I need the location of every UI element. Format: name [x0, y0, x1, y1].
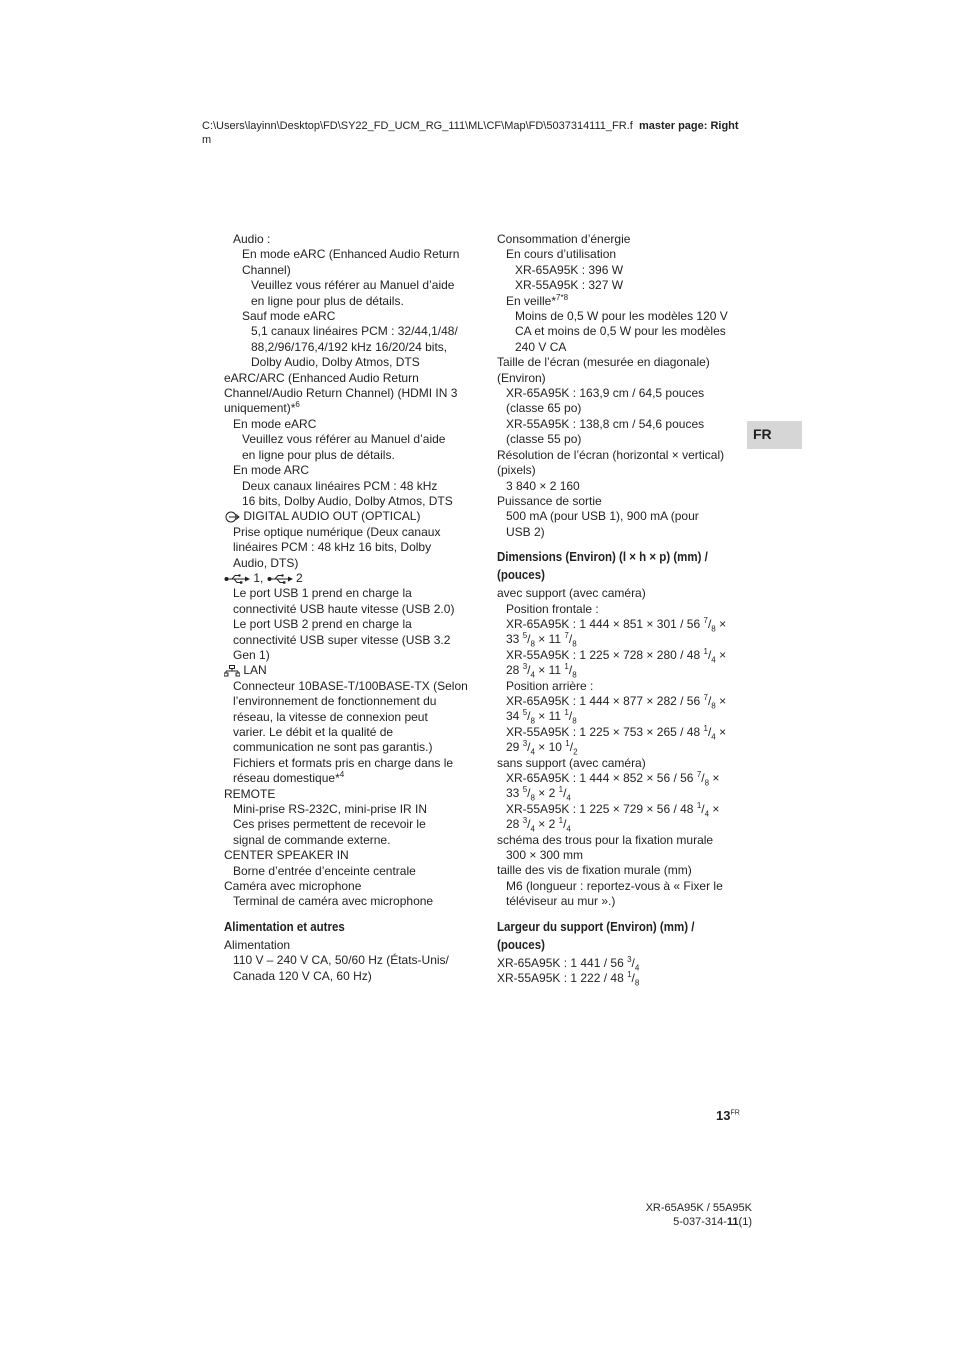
text-line: Résolution de l’écran (horizontal × vertical): [497, 447, 725, 462]
text-line: Taille de l’écran (mesurée en diagonale): [497, 355, 710, 370]
footnote-ref: *8: [560, 292, 569, 302]
text-line: Canada 120 V CA, 60 Hz): [233, 968, 372, 983]
text-line: 28 $^3/_4 \times 2$ $^1/_4$: [506, 816, 571, 834]
code-part: (1): [738, 1216, 752, 1228]
left-column: [224, 232, 474, 984]
text-line: connectivité USB super vitesse (USB 3.2: [233, 632, 451, 647]
text-line: Deux canaux linéaires PCM : 48 kHz: [242, 478, 438, 493]
text-line: communication ne sont pas garantis.): [233, 740, 433, 755]
text-line: Channel): [242, 262, 291, 277]
text-line: Borne d’entrée d’enceinte centrale: [233, 863, 416, 878]
text-line: XR-55A95K : 1 225 × 729 × 56 / 48 $^1/_4$ ×: [506, 800, 720, 819]
audio-label: Audio :: [233, 232, 271, 246]
footnote-ref: 7: [556, 292, 561, 302]
section-title-stand-width: [497, 918, 727, 954]
text-line: 88,2/96/176,4/192 kHz 16/20/24 bits,: [251, 339, 448, 354]
text-line: 5,1 canaux linéaires PCM : 32/44,1/48/: [251, 324, 458, 339]
text-line: Alimentation: [224, 937, 291, 952]
footnote-ref: 4: [339, 770, 345, 780]
text-line: 16 bits, Dolby Audio, Dolby Atmos, DTS: [242, 493, 453, 508]
optical-output-icon: [224, 511, 240, 523]
text-span: Largeur du support (Environ) (mm) /: [497, 919, 695, 934]
text-span: XR-55A95K : 1 225 × 728 × 280 / 48: [506, 647, 704, 662]
text-line: 3 840 × 2 160: [506, 478, 580, 493]
text-line: M6 (longueur : reportez-vous à « Fixer le: [506, 878, 723, 893]
text-line: Gen 1): [233, 647, 270, 662]
text-line: Mini-prise RS-232C, mini-prise IR IN: [233, 802, 428, 817]
text-line: XR-65A95K : 1 444 × 877 × 282 / 56 $^7/_8$ ×: [506, 692, 727, 711]
text-span: 34: [506, 709, 523, 724]
section-title-power: Alimentation et autres: [224, 919, 345, 934]
text-span: XR-55A95K : 1 225 × 729 × 56 / 48: [506, 801, 697, 816]
text-line: XR-55A95K : 138,8 cm / 54,6 pouces: [506, 416, 705, 431]
page-number-value: 13: [716, 1108, 731, 1123]
text-span: 29: [506, 740, 523, 755]
text-line: signal de commande externe.: [233, 832, 391, 847]
document-code: [646, 1215, 752, 1229]
text-line: Le port USB 1 prend en charge la: [233, 586, 412, 601]
text-line: [224, 771, 474, 786]
text-line: Channel/Audio Return Channel) (HDMI IN 3: [224, 386, 458, 401]
text-line: Moins de 0,5 W pour les modèles 120 V: [515, 309, 728, 324]
text-line: Position frontale :: [506, 601, 599, 616]
master-page-label: master page: Right: [638, 120, 739, 132]
text-line: CENTER SPEAKER IN: [224, 848, 349, 863]
footer: [646, 1201, 752, 1229]
text-line: 29 $^3/_4 \times 10$ $^1/_2$: [506, 739, 578, 757]
text-line: linéaires PCM : 48 kHz 16 bits, Dolby: [233, 540, 432, 555]
text-line: Veuillez vous référer au Manuel d’aide: [242, 432, 446, 447]
text-line: Ces prises permettent de recevoir le: [233, 817, 426, 832]
text-line: [224, 663, 474, 678]
text-span: LAN: [240, 663, 267, 678]
text-line: réseau, la vitesse de connexion peut: [233, 709, 428, 724]
text-line: XR-55A95K : 1 225 × 728 × 280 / 48 $^1/_4$ ×: [506, 646, 727, 665]
text-line: Connecteur 10BASE-T/100BASE-TX (Selon: [233, 678, 468, 693]
text-line: 33 $^5/_8 \times 11$ $^7/_8$: [506, 631, 577, 649]
text-span: 28: [506, 663, 523, 678]
text-line: 240 V CA: [515, 339, 567, 354]
text-line: l’environnement de fonctionnement du: [233, 694, 437, 709]
text-line: taille des vis de fixation murale (mm): [497, 863, 692, 878]
text-line: (Environ): [497, 370, 546, 385]
text-span: réseau domestique*: [233, 771, 340, 786]
page-number: [716, 1108, 740, 1123]
text-span: uniquement)*: [224, 401, 296, 416]
text-line: téléviseur au mur ».): [506, 894, 616, 909]
network-icon: [224, 665, 240, 677]
text-line: en ligne pour plus de détails.: [251, 293, 404, 308]
text-line: XR-65A95K : 1 444 × 851 × 301 / 56 $^7/_8$ ×: [506, 615, 727, 634]
footnote-ref: 6: [295, 400, 300, 410]
text-line: 110 V – 240 V CA, 50/60 Hz (États-Unis/: [233, 953, 449, 968]
text-span: XR-55A95K : 1 222 / 48: [497, 971, 628, 986]
text-line: Prise optique numérique (Deux canaux: [233, 524, 441, 539]
text-line: [224, 401, 474, 416]
text-span: 33: [506, 632, 523, 647]
text-line: Fichiers et formats pris en charge dans le: [233, 755, 454, 770]
text-line: (classe 55 po): [506, 432, 582, 447]
text-line: eARC/ARC (Enhanced Audio Return: [224, 370, 419, 385]
language-tab: [747, 421, 802, 449]
text-line: 500 mA (pour USB 1), 900 mA (pour: [506, 509, 699, 524]
page-number-suffix: FR: [730, 1109, 740, 1117]
text-line: 34 $^5/_8 \times 11$ $^1/_8$: [506, 708, 577, 726]
text-line: En mode ARC: [233, 463, 310, 478]
text-line: REMOTE: [224, 786, 276, 801]
text-line: Terminal de caméra avec microphone: [233, 894, 434, 909]
text-line: (pixels): [497, 463, 536, 478]
text-line: XR-55A95K : 327 W: [515, 278, 624, 293]
text-line: [224, 509, 474, 524]
text-line: connectivité USB haute vitesse (USB 2.0): [233, 601, 455, 616]
text-line: Consommation d’énergie: [497, 232, 631, 246]
text-line: Caméra avec microphone: [224, 879, 362, 894]
text-line: USB 2): [506, 524, 545, 539]
file-path-tail: m: [202, 134, 212, 146]
text-line: Puissance de sortie: [497, 493, 602, 508]
text-line: En mode eARC: [233, 416, 317, 431]
text-line: [224, 571, 474, 586]
text-line: avec support (avec caméra): [497, 586, 646, 601]
text-line: 300 × 300 mm: [506, 848, 584, 863]
text-line: XR-65A95K : 163,9 cm / 64,5 pouces: [506, 386, 705, 401]
text-line: XR-65A95K : 396 W: [515, 262, 624, 277]
text-span: XR-55A95K : 1 225 × 753 × 265 / 48: [506, 724, 704, 739]
text-line: XR-65A95K : 1 444 × 852 × 56 / 56 $^7/_8$ ×: [506, 770, 720, 788]
file-path-header: [202, 119, 762, 147]
text-line: (classe 65 po): [506, 401, 582, 416]
text-span: DIGITAL AUDIO OUT (OPTICAL): [243, 509, 421, 524]
section-title-dimensions: [497, 548, 727, 584]
text-line: Le port USB 2 prend en charge la: [233, 617, 412, 632]
text-span: 1,: [250, 570, 264, 585]
text-span: XR-65A95K : 1 444 × 852 × 56 / 56: [506, 771, 697, 785]
text-line: varier. Le débit et la qualité de: [233, 725, 394, 739]
text-line: 33 $^5/_8 \times 2$ $^1/_4$: [506, 785, 571, 803]
text-span: 28: [506, 817, 523, 832]
text-line: Dolby Audio, Dolby Atmos, DTS: [251, 355, 420, 370]
right-column: [497, 232, 747, 986]
text-line: Audio, DTS): [233, 555, 299, 570]
text-line: en ligne pour plus de détails.: [242, 447, 395, 462]
text-line: XR-65A95K : 1 441 / 56 $^3/_4$: [497, 954, 640, 973]
text-line: schéma des trous pour la fixation murale: [497, 832, 714, 847]
usb-icon: [224, 574, 250, 584]
model-number: XR-65A95K / 55A95K: [645, 1202, 752, 1214]
text-span: En veille*: [506, 293, 557, 308]
text-line: 28 $^3/_4 \times 11$ $^1/_8$: [506, 662, 577, 680]
text-line: XR-55A95K : 1 225 × 753 × 265 / 48 $^1/_4$ ×: [506, 723, 727, 742]
text-span: 2: [292, 570, 303, 585]
text-line: XR-55A95K : 1 222 / 48 $^1/_8$: [497, 970, 640, 988]
text-line: Veuillez vous référer au Manuel d’aide: [251, 278, 455, 293]
text-line: En mode eARC (Enhanced Audio Return: [242, 247, 460, 262]
code-part: 11: [726, 1216, 739, 1228]
text-span: (pouces): [497, 937, 545, 952]
text-line: Sauf mode eARC: [242, 309, 336, 324]
text-span: XR-65A95K : 1 444 × 851 × 301 / 56: [506, 616, 704, 631]
text-span: XR-65A95K : 1 441 / 56: [497, 955, 628, 970]
text-span: XR-65A95K : 1 444 × 877 × 282 / 56: [506, 693, 704, 708]
text-span: Dimensions (Environ) (l × h × p) (mm) /: [497, 550, 708, 565]
text-span: 33: [506, 786, 523, 801]
language-tab-label: FR: [753, 426, 772, 442]
text-line: CA et moins de 0,5 W pour les modèles: [515, 324, 726, 339]
text-line: sans support (avec caméra): [497, 755, 646, 770]
text-line: Position arrière :: [506, 678, 594, 693]
text-line: En cours d’utilisation: [506, 247, 617, 262]
text-span: (pouces): [497, 568, 545, 583]
text-line: [497, 294, 747, 309]
file-path: C:\Users\layinn\Desktop\FD\SY22_FD_UCM_RG_111\ML\CF\Map\FD\5037314111_FR.f: [202, 120, 633, 132]
usb-icon: [267, 574, 293, 584]
code-part: 5-037-314-: [673, 1216, 727, 1228]
